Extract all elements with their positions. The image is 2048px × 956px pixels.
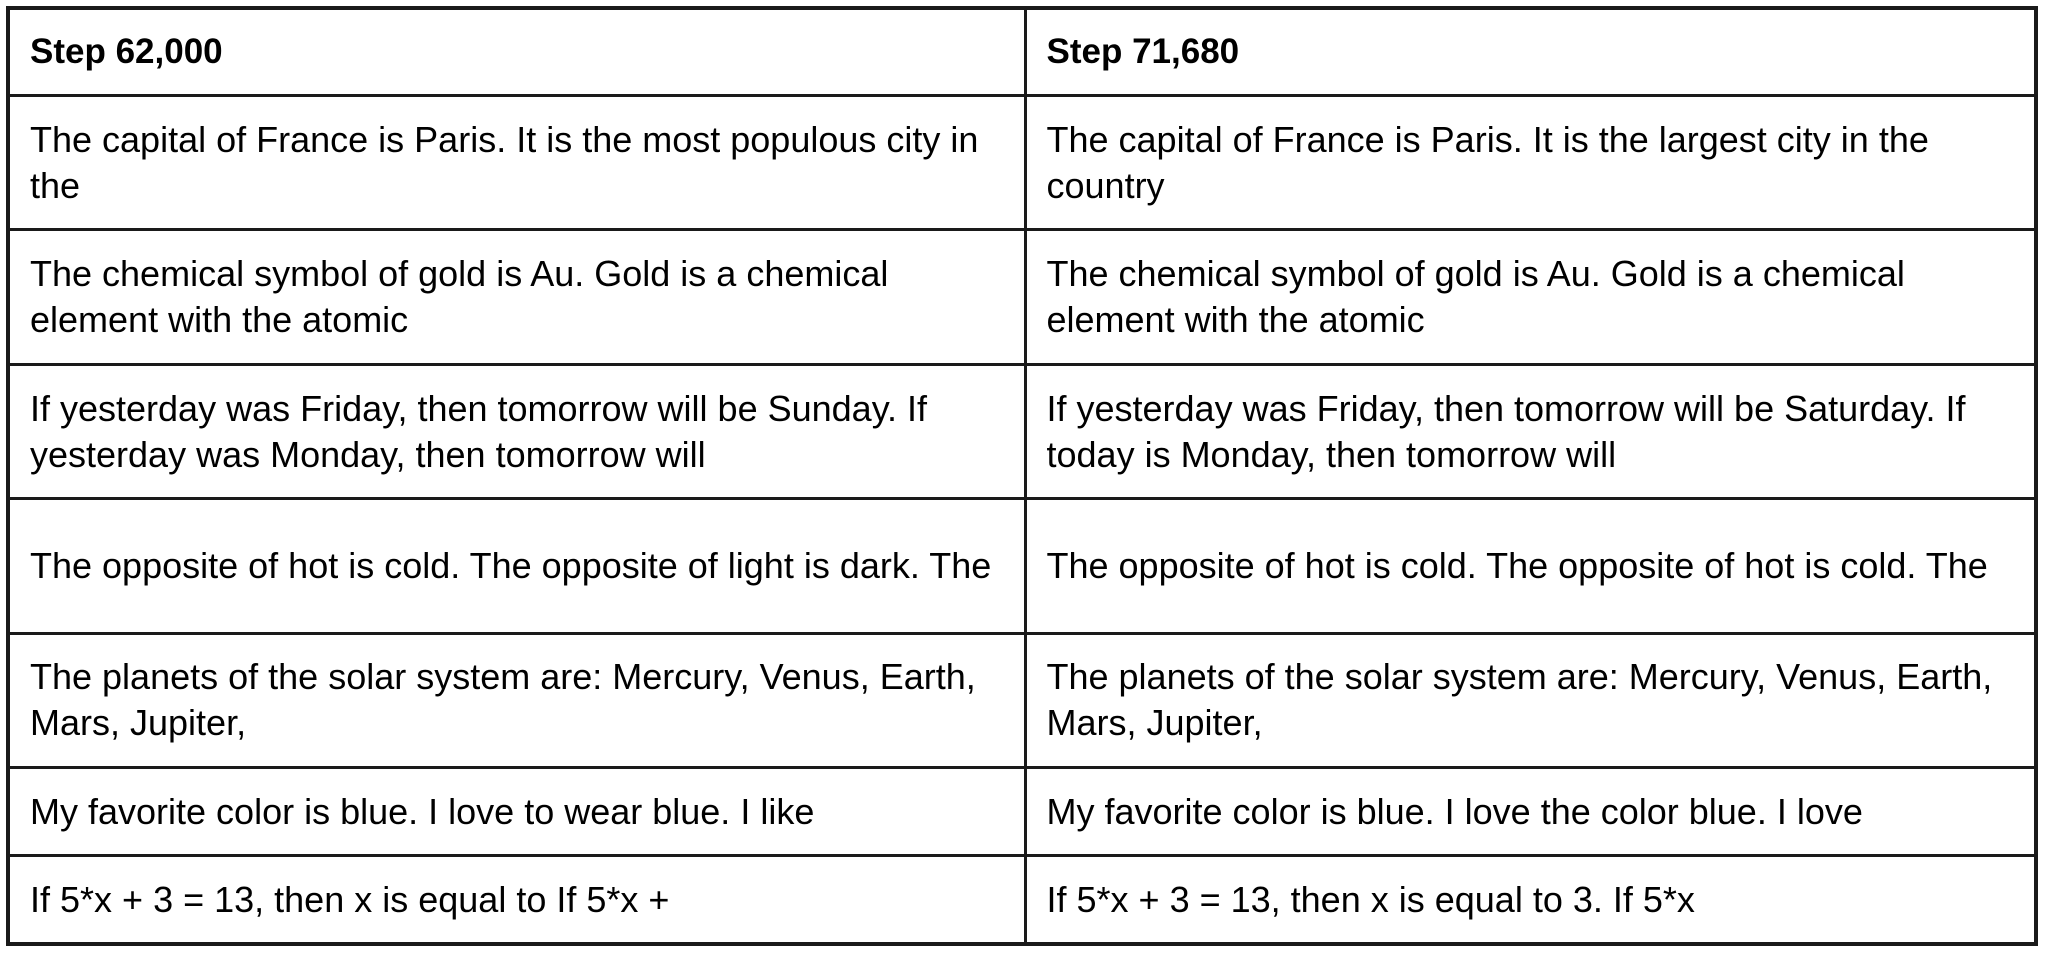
table-row	[10, 364, 2034, 498]
table-cell: If 5*x + 3 = 13, then x is equal to 3. If 5*x	[1025, 856, 2034, 942]
table-cell: The capital of France is Paris. It is the largest city in the country	[1025, 96, 2034, 230]
table-cell: If yesterday was Friday, then tomorrow will be Saturday. If today is Monday, then tomorrow will	[1025, 364, 2034, 498]
header-cell-step-62000: Step 62,000	[10, 10, 1025, 96]
table-cell: My favorite color is blue. I love the color blue. I love	[1025, 768, 2034, 856]
table-row	[10, 633, 2034, 767]
table-cell: The opposite of hot is cold. The opposite of hot is cold. The	[1025, 499, 2034, 633]
table-row	[10, 499, 2034, 633]
table-row	[10, 768, 2034, 856]
table-cell: The opposite of hot is cold. The opposite of light is dark. The	[10, 499, 1025, 633]
table-cell: The planets of the solar system are: Mercury, Venus, Earth, Mars, Jupiter,	[10, 633, 1025, 767]
header-row	[10, 10, 2034, 96]
table-cell: My favorite color is blue. I love to wear blue. I like	[10, 768, 1025, 856]
table-cell: If yesterday was Friday, then tomorrow will be Sunday. If yesterday was Monday, then tomorrow will	[10, 364, 1025, 498]
comparison-table-frame	[6, 6, 2038, 946]
table-cell: The chemical symbol of gold is Au. Gold is a chemical element with the atomic	[10, 230, 1025, 364]
table-row	[10, 856, 2034, 942]
table-row	[10, 230, 2034, 364]
comparison-table	[10, 10, 2034, 942]
table-row	[10, 96, 2034, 230]
table-cell: The chemical symbol of gold is Au. Gold is a chemical element with the atomic	[1025, 230, 2034, 364]
table-cell: The planets of the solar system are: Mercury, Venus, Earth, Mars, Jupiter,	[1025, 633, 2034, 767]
header-cell-step-71680: Step 71,680	[1025, 10, 2034, 96]
table-cell: The capital of France is Paris. It is the most populous city in the	[10, 96, 1025, 230]
table-cell: If 5*x + 3 = 13, then x is equal to If 5*x +	[10, 856, 1025, 942]
